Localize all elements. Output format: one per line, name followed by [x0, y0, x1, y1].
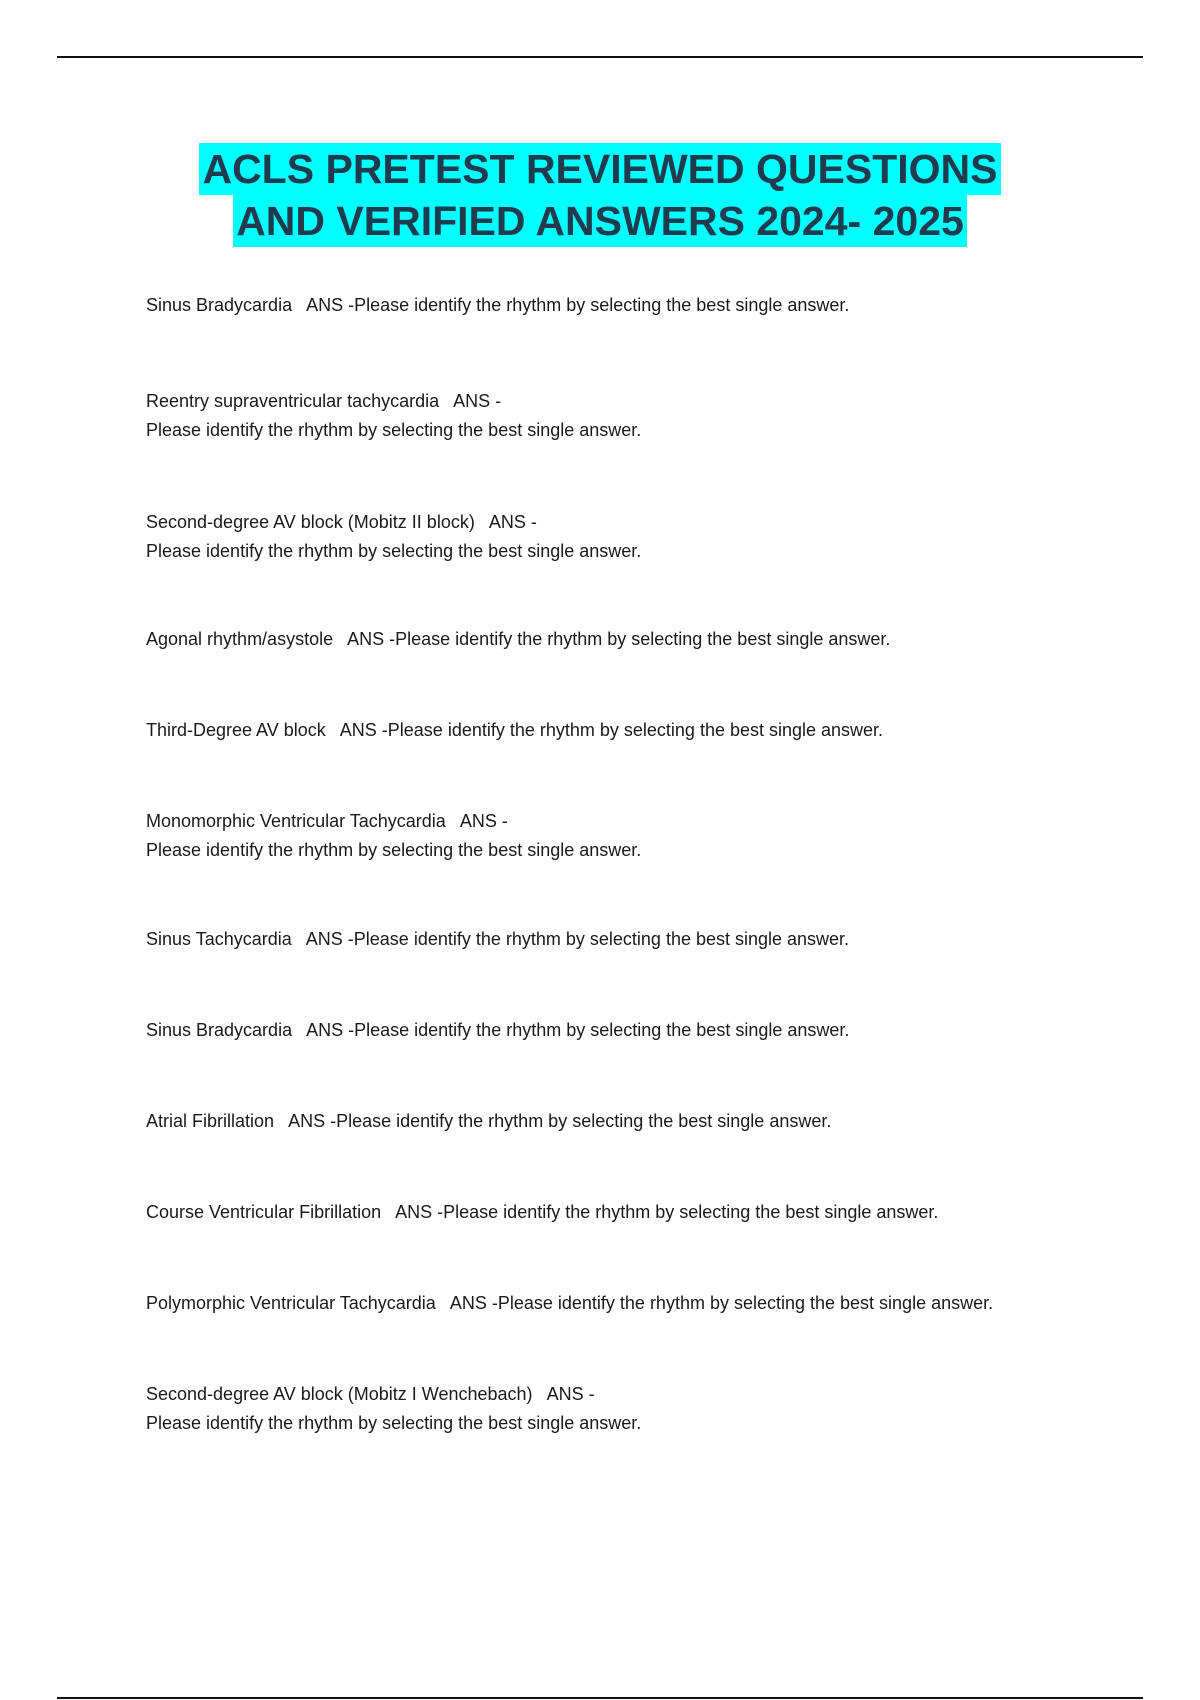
qa-item [146, 1107, 1146, 1136]
qa-answer: Please identify the rhythm by selecting the best single answer. [336, 1111, 832, 1131]
qa-answer: Please identify the rhythm by selecting the best single answer. [354, 1020, 850, 1040]
qa-answer: Please identify the rhythm by selecting the best single answer. [146, 1413, 642, 1433]
qa-ans-label: ANS - [339, 720, 388, 740]
qa-answer: Please identify the rhythm by selecting the best single answer. [497, 1293, 994, 1313]
qa-answer: Please identify the rhythm by selecting the best single answer. [387, 720, 884, 740]
qa-ans-label: ANS - [453, 391, 502, 411]
qa-answer: Please identify the rhythm by selecting the best single answer. [146, 840, 642, 860]
qa-ans-label: ANS - [288, 1111, 337, 1131]
bottom-rule [57, 1697, 1143, 1699]
qa-ans-label: ANS - [449, 1293, 498, 1313]
document-title [0, 143, 1200, 247]
qa-term: Second-degree AV block (Mobitz I Wenchebach) [146, 1384, 533, 1404]
qa-ans-label: ANS - [347, 629, 396, 649]
qa-answer: Please identify the rhythm by selecting the best single answer. [354, 295, 850, 315]
qa-term: Sinus Bradycardia [146, 295, 293, 315]
qa-term: Atrial Fibrillation [146, 1111, 275, 1131]
qa-answer: Please identify the rhythm by selecting the best single answer. [353, 929, 850, 949]
qa-item [146, 925, 1146, 954]
qa-term: Polymorphic Ventricular Tachycardia [146, 1293, 436, 1313]
qa-answer: Please identify the rhythm by selecting the best single answer. [443, 1202, 939, 1222]
qa-item [146, 1198, 1146, 1227]
qa-ans-label: ANS - [306, 1020, 355, 1040]
qa-term: Sinus Tachycardia [146, 929, 292, 949]
qa-item [146, 807, 1146, 865]
qa-ans-label: ANS - [395, 1202, 444, 1222]
qa-ans-label: ANS - [305, 929, 354, 949]
qa-item [146, 291, 1146, 320]
qa-ans-label: ANS - [459, 811, 508, 831]
qa-ans-label: ANS - [488, 512, 537, 532]
qa-term: Third-Degree AV block [146, 720, 326, 740]
qa-item [146, 1016, 1146, 1045]
qa-ans-label: ANS - [546, 1384, 595, 1404]
qa-item [146, 1380, 1146, 1438]
qa-term: Monomorphic Ventricular Tachycardia [146, 811, 446, 831]
title-line-1: ACLS PRETEST REVIEWED QUESTIONS [199, 143, 1000, 195]
qa-item [146, 387, 1146, 445]
qa-term: Sinus Bradycardia [146, 1020, 293, 1040]
qa-answer: Please identify the rhythm by selecting the best single answer. [146, 541, 642, 561]
qa-term: Reentry supraventricular tachycardia [146, 391, 440, 411]
qa-term: Course Ventricular Fibrillation [146, 1202, 382, 1222]
qa-item [146, 508, 1146, 566]
qa-term: Agonal rhythm/asystole [146, 629, 334, 649]
qa-answer: Please identify the rhythm by selecting the best single answer. [395, 629, 891, 649]
qa-term: Second-degree AV block (Mobitz II block) [146, 512, 475, 532]
qa-item [146, 1289, 1146, 1318]
top-rule [57, 56, 1143, 58]
qa-ans-label: ANS - [306, 295, 355, 315]
qa-item [146, 716, 1146, 745]
qa-answer: Please identify the rhythm by selecting the best single answer. [146, 420, 642, 440]
qa-item [146, 625, 1146, 654]
title-line-2: AND VERIFIED ANSWERS 2024- 2025 [233, 195, 967, 247]
